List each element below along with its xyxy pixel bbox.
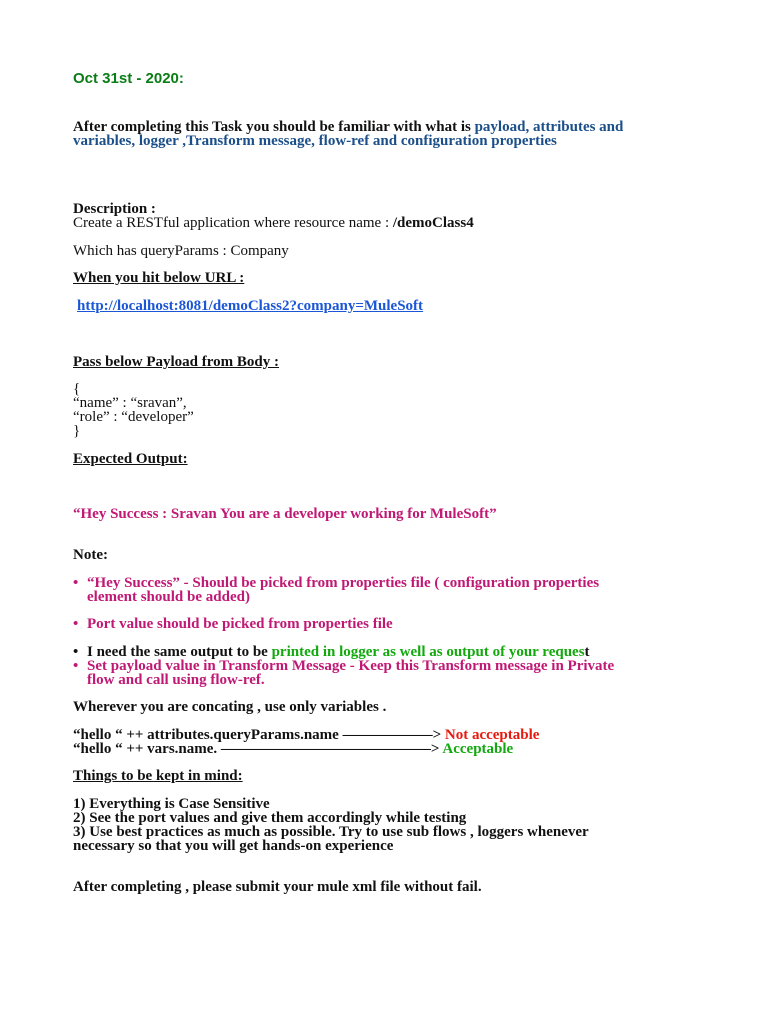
bullet-dot: •: [73, 658, 79, 674]
payload-close-brace: }: [73, 423, 81, 439]
description-prefix: Create a RESTful application where resource name :: [73, 215, 393, 231]
note-bullet-4-line-1: Set payload value in Transform Message - Keep this Transform message in Private: [87, 658, 615, 674]
mind-heading: Things to be kept in mind:: [73, 768, 243, 784]
note-bullet-4-line-2: flow and call using flow-ref.: [87, 672, 265, 688]
intro-highlight-2: variables, logger ,Transform message, flow-ref and configuration properties: [73, 133, 557, 149]
url-line: [77, 299, 423, 314]
concat-good-line: [73, 742, 513, 757]
bullet-dot: •: [73, 575, 79, 591]
note-bullet-3-prefix: I need the same output to be: [87, 644, 272, 660]
mind-item-1: 1) Everything is Case Sensitive: [73, 796, 270, 812]
bullet-dot: •: [73, 644, 79, 660]
intro-highlight-1: payload, attributes and: [474, 119, 624, 135]
bullet-dot: •: [73, 616, 79, 632]
note-bullet-3-suffix: t: [584, 644, 590, 660]
mind-item-2: 2) See the port values and give them accordingly while testing: [73, 810, 467, 826]
resource-name: /demoClass4: [392, 215, 474, 231]
payload-heading: Pass below Payload from Body :: [73, 354, 279, 370]
url-heading: When you hit below URL :: [73, 270, 245, 286]
demo-url-link[interactable]: http://localhost:8081/demoClass2?company=MuleSoft: [77, 298, 424, 314]
expected-output: “Hey Success : Sravan You are a developer working for MuleSoft”: [73, 506, 497, 522]
note-bullet-1-line-2: element should be added): [87, 589, 250, 605]
note-bullet-3-green: printed in logger as well as output of your reques: [271, 644, 585, 660]
payload-open-brace: {: [73, 381, 81, 397]
description-heading: Description :: [73, 201, 156, 217]
mind-item-3-line-1: 3) Use best practices as much as possible. Try to use sub flows , loggers whenever: [73, 824, 589, 840]
note-bullet-2: [73, 617, 393, 631]
mind-item-3-line-2: necessary so that you will get hands-on experience: [73, 838, 394, 854]
payload-role-line: “role” : “developer”: [73, 409, 194, 425]
footer-instruction: After completing , please submit your mule xml file without fail.: [73, 879, 482, 895]
document-date: Oct 31st - 2020:: [73, 70, 184, 87]
acceptable-label: Acceptable: [442, 741, 514, 757]
expected-heading: Expected Output:: [73, 451, 188, 467]
not-acceptable-label: Not acceptable: [444, 727, 540, 743]
note-heading: Note:: [73, 547, 108, 563]
description-line: [73, 216, 474, 231]
note-bullet-1-line-1: “Hey Success” - Should be picked from properties file ( configuration properties: [87, 575, 600, 591]
payload-name-line: “name” : “sravan”,: [73, 395, 187, 411]
note-bullet-4: [73, 659, 614, 687]
query-params-line: Which has queryParams : Company: [73, 243, 289, 259]
concat-good-code: “hello “ ++ vars.name. ——————————————>: [73, 741, 443, 757]
note-bullet-3: [73, 645, 590, 659]
concat-bad-code: “hello “ ++ attributes.queryParams.name ——————>: [73, 727, 445, 743]
concat-heading: Wherever you are concating , use only variables .: [73, 699, 387, 715]
note-bullet-2-text: Port value should be picked from properties file: [87, 616, 393, 632]
note-bullet-1: [73, 576, 599, 604]
intro-prefix: After completing this Task you should be familiar with what is: [73, 119, 475, 135]
